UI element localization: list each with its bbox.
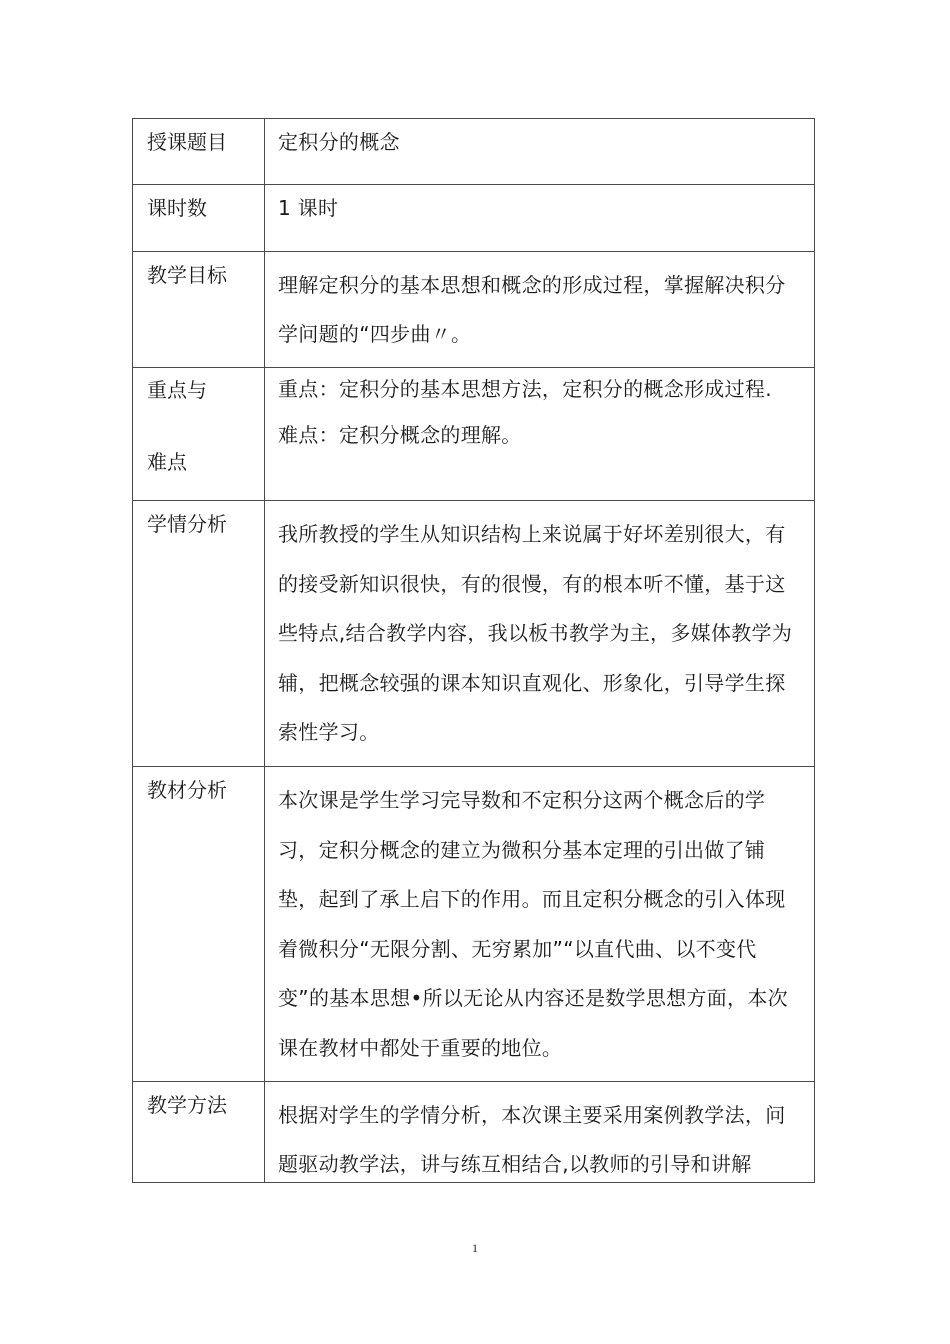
row-label-objectives [133, 252, 265, 368]
row-label-material-analysis [133, 767, 265, 1082]
table-row [133, 767, 815, 1082]
table-row [133, 252, 815, 368]
label-text: 授课题目 [147, 130, 227, 154]
row-content-objectives [265, 252, 815, 368]
table-row [133, 501, 815, 767]
key-point-text: 重点：定积分的基本思想方法，定积分的概念形成过程. [278, 377, 772, 401]
table-row [133, 119, 815, 185]
page-number: 1 [472, 1241, 478, 1255]
label-text: 学情分析 [147, 512, 227, 536]
table-row [133, 368, 815, 501]
row-label-topic [133, 119, 265, 185]
content-text: 我所教授的学生从知识结构上来说属于好坏差别很大，有的接受新知识很快，有的很慢，有的根本听不懂，基于这些特点,结合教学内容，我以板书教学为主，多媒体教学为辅，把概念较强的课本知识直观化、形象化，引导学生探索性学习。 [278, 522, 793, 744]
content-text: 根据对学生的学情分析，本次课主要采用案例教学法，问题驱动教学法，讲与练互相结合,以教师的引导和讲解 [278, 1103, 786, 1176]
row-content-material-analysis [265, 767, 815, 1082]
label-text: 课时数 [147, 196, 207, 220]
clipped-content [278, 1082, 802, 1181]
row-label-teaching-method [133, 1082, 265, 1183]
table-row [133, 185, 815, 252]
label-text: 教材分析 [147, 778, 227, 802]
row-label-key-points [133, 368, 265, 501]
row-content-hours [265, 185, 815, 252]
content-text: 定积分的概念 [278, 130, 400, 154]
content-text: 本次课是学生学习完导数和不定积分这两个概念后的学习，定积分概念的建立为微积分基本定理的引出做了铺垫，起到了承上启下的作用。而且定积分概念的引入体现着微积分“无限分割、无穷累加”“以直代曲、以不变代变”的基本思想•所以无论从内容还是数学思想方面，本次课在教材中都处于重要的地位。 [278, 788, 788, 1060]
content-text: 理解定积分的基本思想和概念的形成过程，掌握解决积分学问题的“四步曲〃。 [278, 273, 786, 346]
row-content-teaching-method [265, 1082, 815, 1183]
lesson-plan-table [132, 118, 815, 1183]
label-text-top: 重点与 [147, 378, 207, 402]
row-label-hours [133, 185, 265, 252]
label-text: 教学目标 [147, 263, 227, 287]
row-label-student-analysis [133, 501, 265, 767]
table-row [133, 1082, 815, 1183]
label-text-bottom: 难点 [147, 450, 187, 474]
row-content-key-points [265, 368, 815, 501]
row-content-topic [265, 119, 815, 185]
label-text: 教学方法 [147, 1093, 227, 1117]
row-content-student-analysis [265, 501, 815, 767]
difficulty-text: 难点：定积分概念的理解。 [278, 423, 522, 447]
content-text: 1 课时 [278, 196, 339, 220]
